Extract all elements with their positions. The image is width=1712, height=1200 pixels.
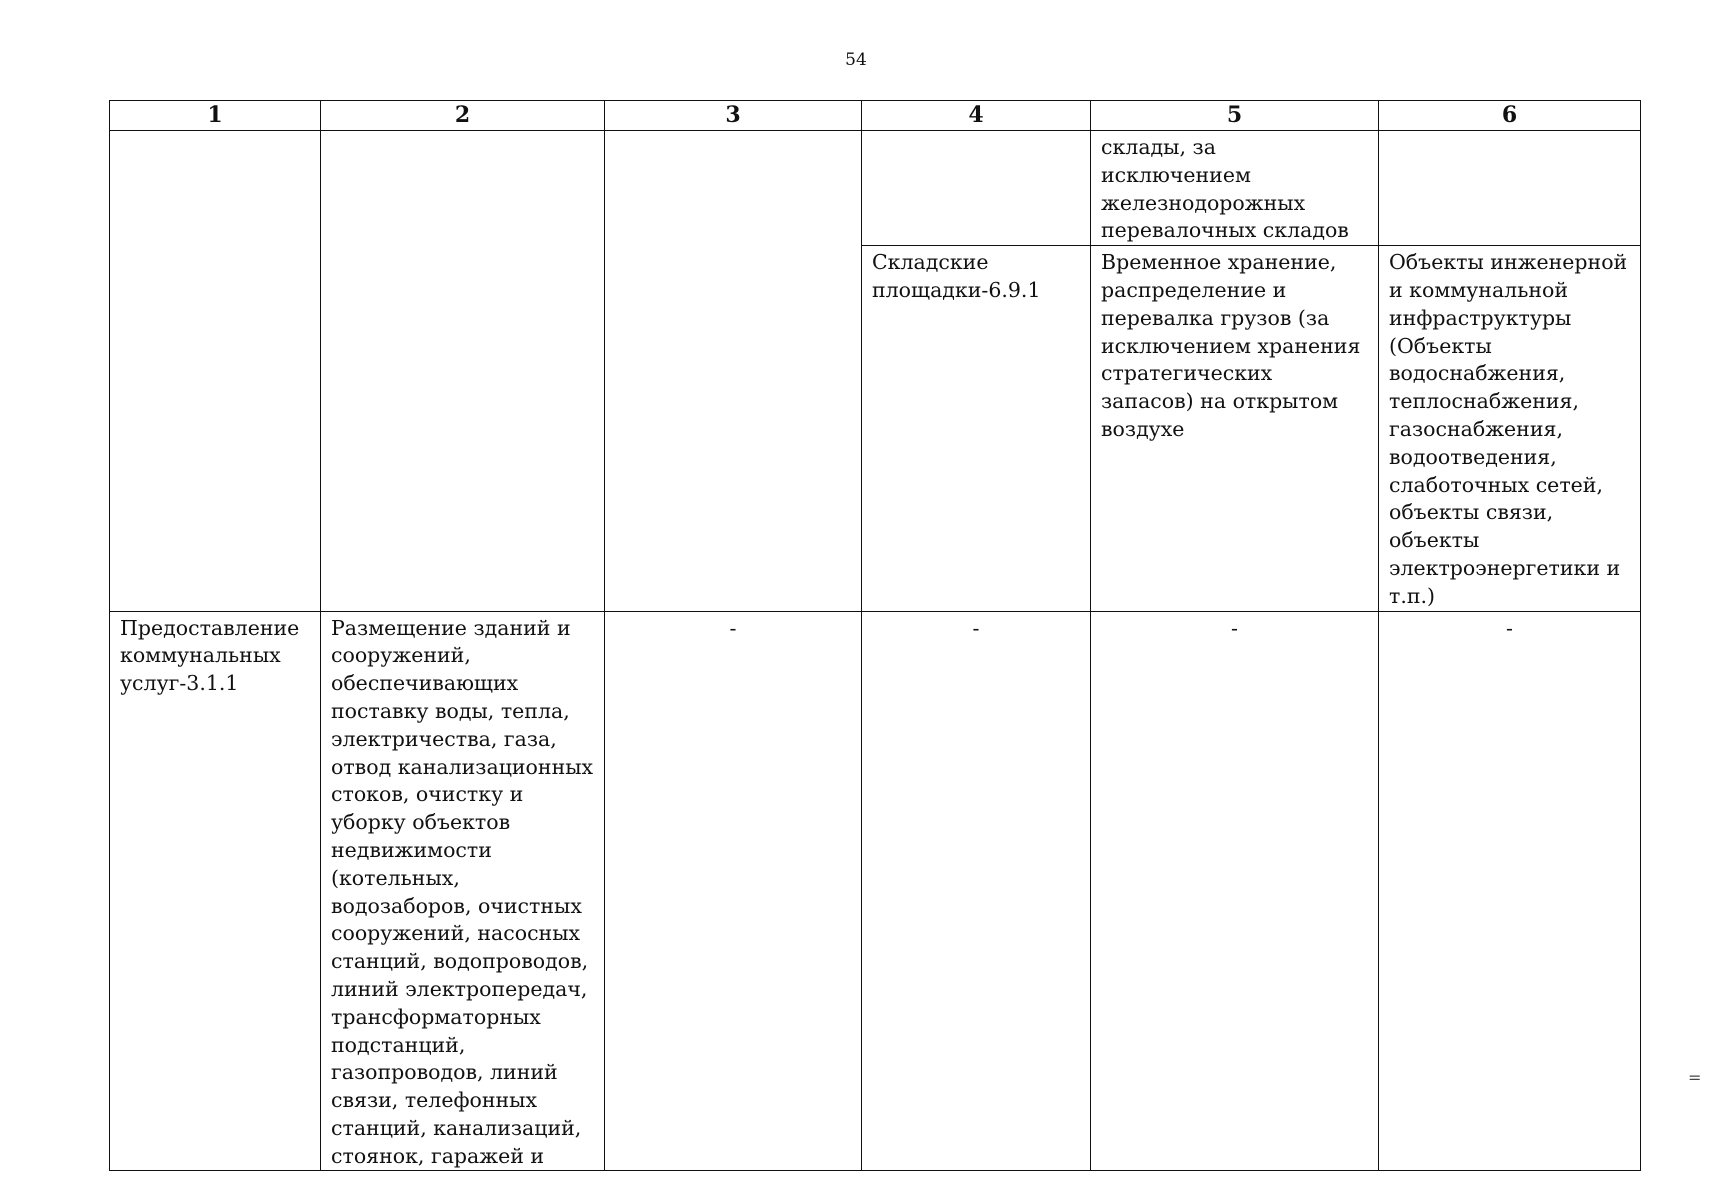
table-cell: - [1091,611,1379,1171]
table-cell [321,131,605,612]
column-header-6: 6 [1379,101,1641,131]
edge-mark: = [1688,1068,1702,1087]
table-cell [1379,131,1641,246]
land-use-table [109,100,1641,1171]
table-cell: Складские площадки-6.9.1 [862,246,1091,611]
table-cell [110,131,321,612]
table-cell: Размещение зданий и сооружений, обеспечивающих поставку воды, тепла, электричества, газа, отвод канализационных стоков, очистку и уборку объектов недвижимости (котельных, водозаборов, очистных сооружений, насосных станций, водопроводов, линий электропередач, трансформаторных подстанций, газопроводов, линий связи, телефонных станций, канализаций, стоянок, гаражей и [321,611,605,1171]
table-cell: - [1379,611,1641,1171]
column-header-3: 3 [605,101,862,131]
table-cell: - [605,611,862,1171]
table-row [110,131,1641,246]
table-cell [605,131,862,612]
table-cell: склады, за исключением железнодорожных перевалочных складов [1091,131,1379,246]
table-cell: - [862,611,1091,1171]
column-header-1: 1 [110,101,321,131]
column-header-4: 4 [862,101,1091,131]
column-header-5: 5 [1091,101,1379,131]
page-number: 54 [845,50,867,70]
table-header-row [110,101,1641,131]
table-row [110,611,1641,1171]
table-cell: Временное хранение, распределение и перевалка грузов (за исключением хранения стратегических запасов) на открытом воздухе [1091,246,1379,611]
table-cell: Предоставление коммунальных услуг-3.1.1 [110,611,321,1171]
table-cell [862,131,1091,246]
column-header-2: 2 [321,101,605,131]
table-cell: Объекты инженерной и коммунальной инфраструктуры (Объекты водоснабжения, теплоснабжения, газоснабжения, водоотведения, слаботочных сетей, объекты связи, объекты электроэнергетики и т.п.) [1379,246,1641,611]
